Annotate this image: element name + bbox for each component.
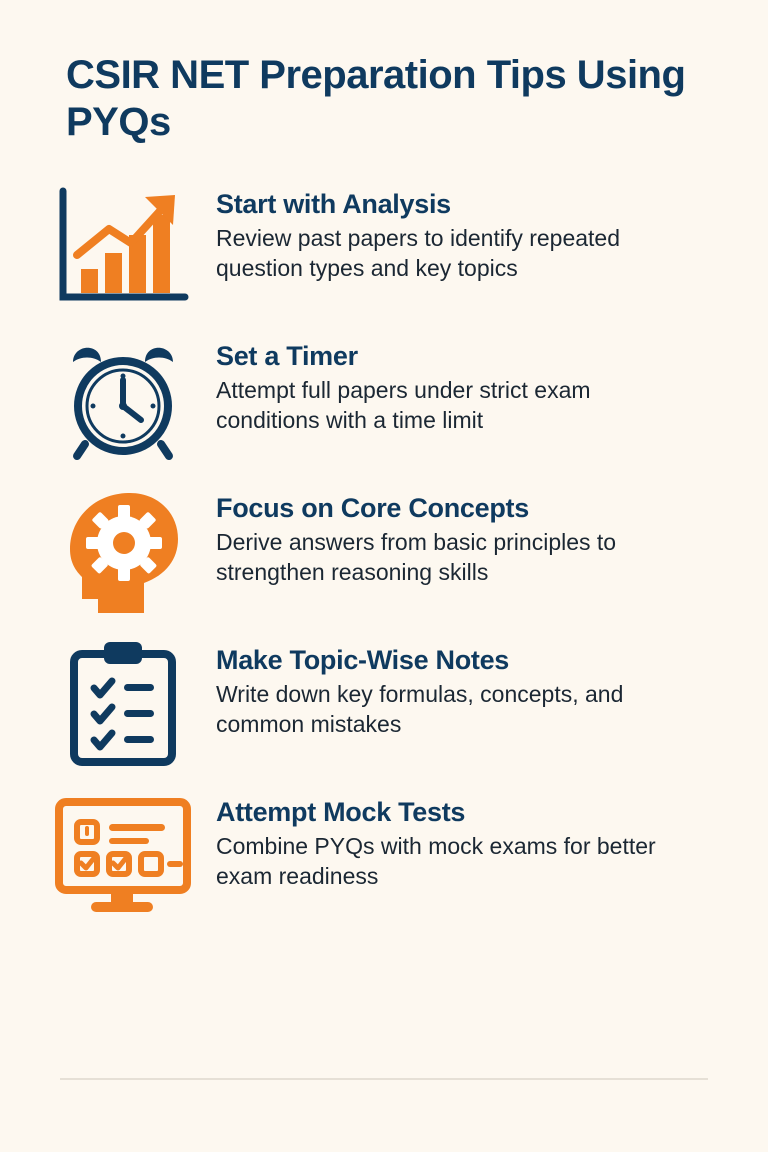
tip-text: Combine PYQs with mock exams for better exam readiness bbox=[216, 832, 656, 890]
tip-text: Derive answers from basic principles to strengthen reasoning skills bbox=[216, 528, 617, 586]
tips-list bbox=[48, 182, 720, 922]
list-item bbox=[48, 486, 720, 618]
tip-body bbox=[216, 790, 686, 891]
list-item bbox=[48, 638, 720, 770]
clipboard-checklist-icon bbox=[48, 638, 198, 770]
footer-divider bbox=[60, 1078, 708, 1080]
bar-chart-growth-icon bbox=[48, 182, 198, 314]
tip-heading: Focus on Core Concepts bbox=[216, 493, 529, 524]
tip-heading: Set a Timer bbox=[216, 341, 358, 372]
alarm-clock-icon bbox=[48, 334, 198, 466]
list-item bbox=[48, 182, 720, 314]
tip-text: Attempt full papers under strict exam conditions with a time limit bbox=[216, 376, 591, 434]
tip-text: Review past papers to identify repeated question types and key topics bbox=[216, 224, 621, 282]
list-item bbox=[48, 334, 720, 466]
tip-heading: Attempt Mock Tests bbox=[216, 797, 466, 828]
page-title: CSIR NET Preparation Tips Using PYQs bbox=[66, 53, 686, 145]
head-gear-icon bbox=[48, 486, 198, 618]
tip-body bbox=[216, 182, 686, 283]
tip-body bbox=[216, 334, 686, 435]
tip-heading: Start with Analysis bbox=[216, 189, 451, 220]
tip-body bbox=[216, 486, 686, 587]
tip-body bbox=[216, 638, 686, 739]
tip-heading: Make Topic-Wise Notes bbox=[216, 645, 510, 676]
tip-text: Write down key formulas, concepts, and common mistakes bbox=[216, 680, 624, 738]
list-item bbox=[48, 790, 720, 922]
monitor-test-icon bbox=[48, 790, 198, 922]
